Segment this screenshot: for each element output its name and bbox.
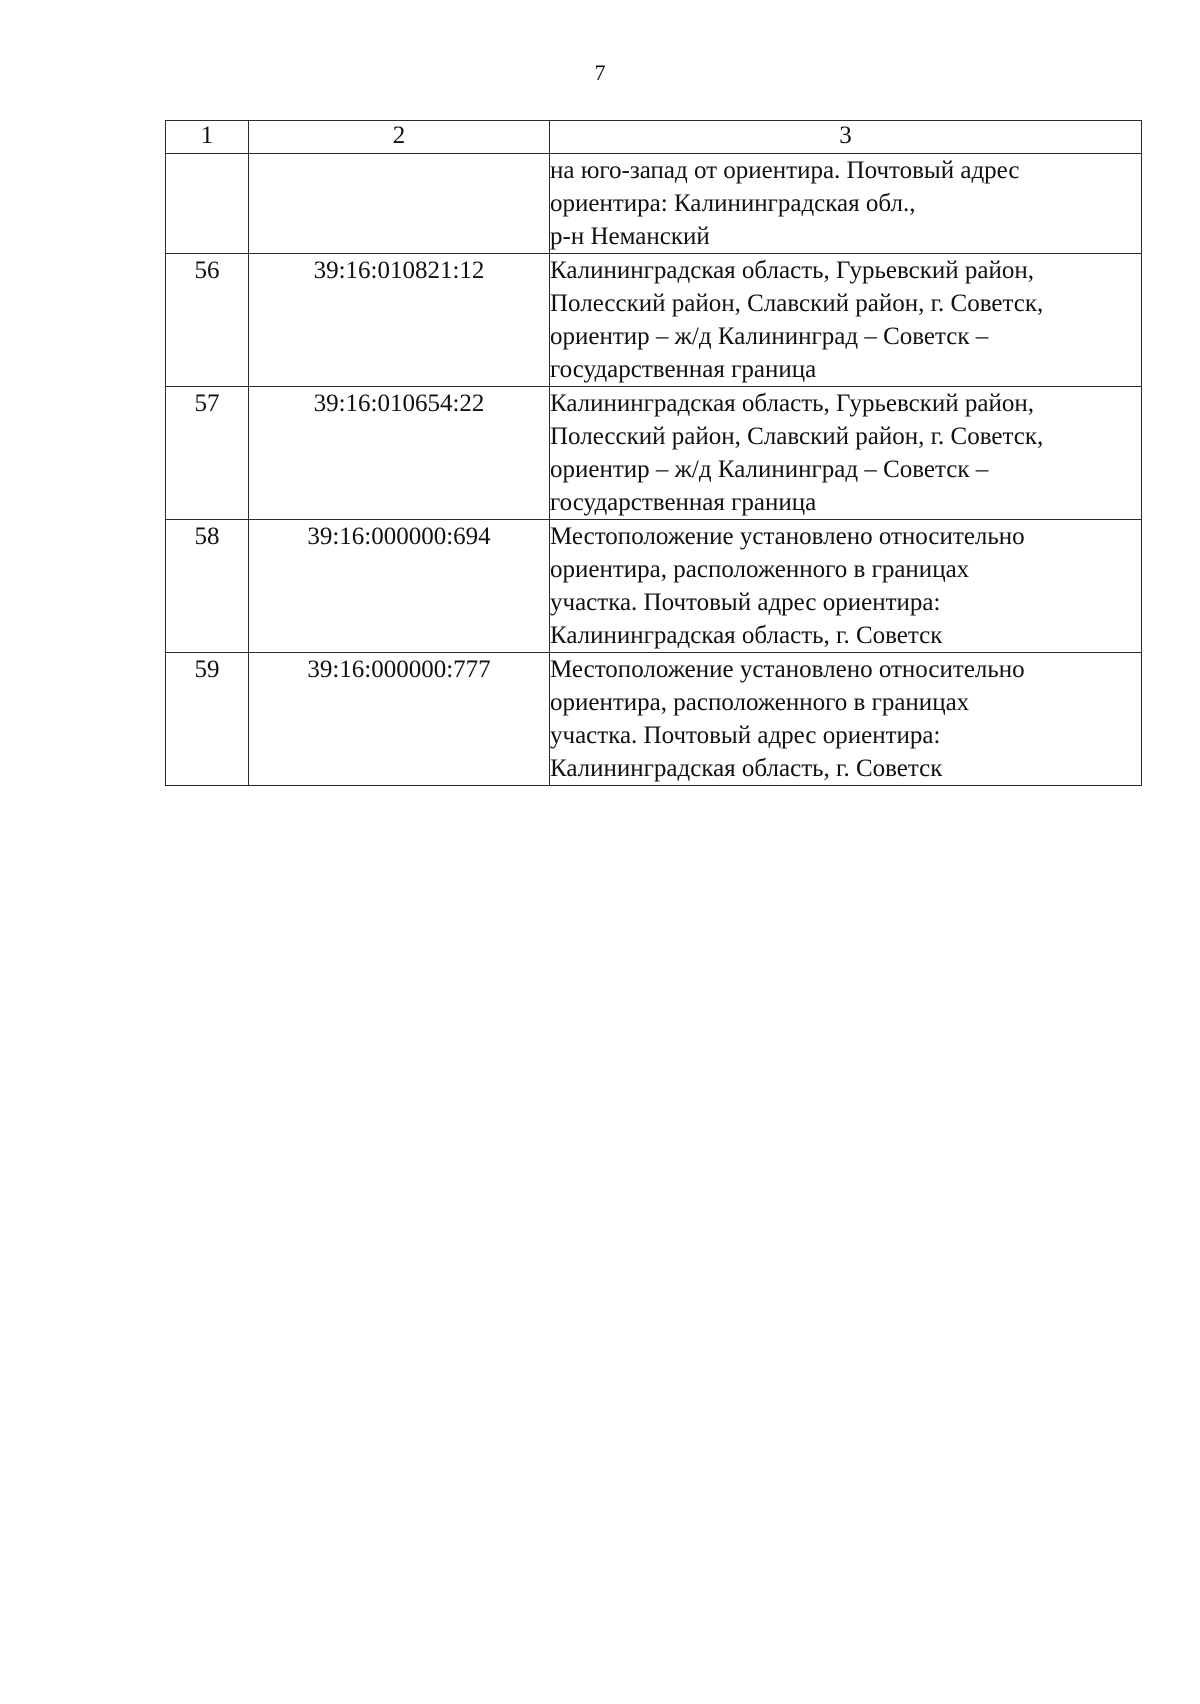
cadastral-number-cell: 39:16:010821:12: [249, 254, 550, 387]
row-number-cell: [166, 154, 249, 254]
row-number-cell: 59: [166, 653, 249, 786]
address-line: Местоположение установлено относительно: [550, 656, 1025, 683]
address-line: Местоположение установлено относительно: [550, 523, 1025, 550]
address-line: ориентира: Калининградская обл.,: [550, 190, 916, 217]
table-row: [166, 520, 1142, 653]
address-line: государственная граница: [550, 356, 817, 383]
column-header-1: 1: [166, 121, 249, 154]
column-number-row: [166, 121, 1142, 154]
address-line: ориентир – ж/д Калининград – Советск –: [550, 456, 989, 483]
cadastral-number-cell: 39:16:000000:777: [249, 653, 550, 786]
table-row: [166, 154, 1142, 254]
table-row: [166, 387, 1142, 520]
address-line: р-н Неманский: [550, 223, 710, 250]
address-line: Калининградская область, г. Советск: [550, 755, 943, 782]
row-number-cell: 58: [166, 520, 249, 653]
address-line: Полесский район, Славский район, г. Советск,: [550, 290, 1044, 317]
address-cell: [550, 154, 1142, 254]
column-header-3: 3: [550, 121, 1142, 154]
address-cell: [550, 254, 1142, 387]
page-number: 7: [594, 60, 606, 85]
address-line: Калининградская область, Гурьевский район,: [550, 257, 1035, 284]
address-cell: [550, 520, 1142, 653]
cadastral-number-cell: 39:16:000000:694: [249, 520, 550, 653]
cadastral-number-cell: 39:16:010654:22: [249, 387, 550, 520]
address-line: ориентира, расположенного в границах: [550, 556, 970, 583]
address-line: участка. Почтовый адрес ориентира:: [550, 722, 941, 749]
address-line: на юго-запад от ориентира. Почтовый адрес: [550, 157, 1020, 184]
address-line: участка. Почтовый адрес ориентира:: [550, 589, 941, 616]
address-line: Калининградская область, Гурьевский район,: [550, 390, 1035, 417]
address-cell: [550, 387, 1142, 520]
address-line: ориентир – ж/д Калининград – Советск –: [550, 323, 989, 350]
address-line: ориентира, расположенного в границах: [550, 689, 970, 716]
cadastral-number-cell: [249, 154, 550, 254]
address-line: Полесский район, Славский район, г. Советск,: [550, 423, 1044, 450]
address-cell: [550, 653, 1142, 786]
table-row: [166, 653, 1142, 786]
column-header-2: 2: [249, 121, 550, 154]
table-row: [166, 254, 1142, 387]
row-number-cell: 57: [166, 387, 249, 520]
land-plot-table: [165, 120, 1142, 786]
row-number-cell: 56: [166, 254, 249, 387]
address-line: Калининградская область, г. Советск: [550, 622, 943, 649]
address-line: государственная граница: [550, 489, 817, 516]
